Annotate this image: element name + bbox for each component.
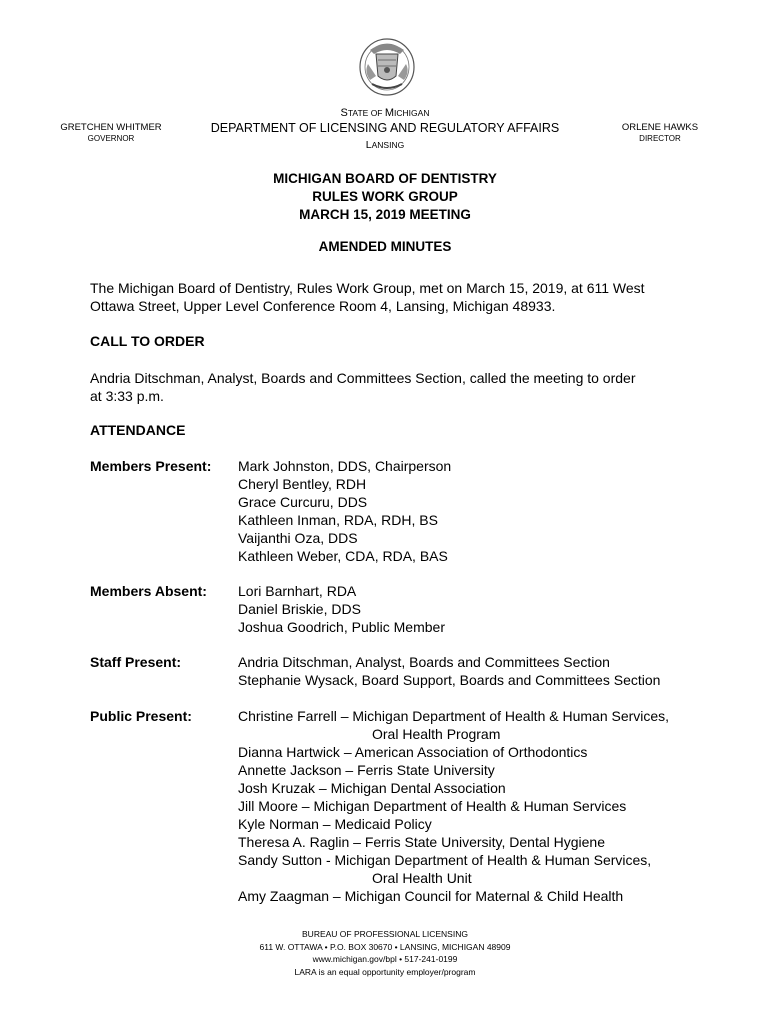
list-item: Jill Moore – Michigan Department of Health & Human Services [238, 798, 627, 814]
footer-eoe: LARA is an equal opportunity employer/program [294, 966, 476, 977]
governor-title: GOVERNOR [87, 134, 135, 143]
call-to-order-line-1: Andria Ditschman, Analyst, Boards and Committees Section, called the meeting to order [90, 370, 636, 386]
footer-bureau: BUREAU OF PROFESSIONAL LICENSING [302, 929, 468, 939]
call-to-order-line-2: at 3:33 p.m. [90, 388, 164, 404]
intro-paragraph [90, 279, 700, 315]
list-item: Josh Kruzak – Michigan Dental Association [238, 780, 506, 796]
title-line-3: MARCH 15, 2019 MEETING [299, 207, 471, 222]
list-item: Stephanie Wysack, Board Support, Boards and Committees Section [238, 672, 661, 688]
list-item: Grace Curcuru, DDS [238, 494, 368, 510]
list-item: Lori Barnhart, RDA [238, 583, 357, 599]
footer-contact: www.michigan.gov/bpl • 517-241-0199 [312, 954, 458, 964]
list-item: Theresa A. Raglin – Ferris State University, Dental Hygiene [238, 834, 606, 850]
director-title: DIRECTOR [639, 134, 681, 143]
governor-name: GRETCHEN WHITMER [60, 122, 162, 133]
public-present-list [238, 707, 718, 905]
public-present-label: Public Present: [90, 708, 192, 724]
intro-line-1: The Michigan Board of Dentistry, Rules Work Group, met on March 15, 2019, at 611 West [90, 280, 645, 296]
director-block [608, 122, 712, 143]
list-item: Andria Ditschman, Analyst, Boards and Committees Section [238, 654, 610, 670]
list-item: Sandy Sutton - Michigan Department of Health & Human Services, [238, 852, 652, 868]
call-to-order-paragraph [90, 369, 700, 405]
list-item: Kathleen Weber, CDA, RDA, BAS [238, 548, 448, 564]
attendance-heading: ATTENDANCE [90, 422, 186, 438]
list-item: Annette Jackson – Ferris State University [238, 762, 495, 778]
director-name: ORLENE HAWKS [621, 122, 699, 133]
michigan-state-seal-icon [358, 36, 416, 96]
state-of-michigan-heading: STATE OF MICHIGAN [340, 107, 430, 119]
footer-address: 611 W. OTTAWA • P.O. BOX 30670 • LANSING, MICHIGAN 48909 [259, 941, 511, 952]
city-name: LANSING [365, 139, 405, 151]
list-item: Cheryl Bentley, RDH [238, 476, 367, 492]
department-name: DEPARTMENT OF LICENSING AND REGULATORY AFFAIRS [210, 121, 560, 135]
intro-line-2: Ottawa Street, Upper Level Conference Room 4, Lansing, Michigan 48933. [90, 298, 556, 314]
members-present-label: Members Present: [90, 458, 212, 474]
document-title [0, 170, 770, 224]
list-item: Oral Health Program [372, 726, 501, 742]
members-absent-list [238, 582, 718, 636]
list-item: Joshua Goodrich, Public Member [238, 619, 445, 635]
list-item: Dianna Hartwick – American Association of Orthodontics [238, 744, 588, 760]
list-item: Mark Johnston, DDS, Chairperson [238, 458, 452, 474]
title-line-2: RULES WORK GROUP [312, 189, 458, 204]
list-item: Christine Farrell – Michigan Department of Health & Human Services, [238, 708, 670, 724]
members-absent-label: Members Absent: [90, 583, 207, 599]
members-present-list [238, 457, 718, 565]
staff-present-list [238, 653, 718, 689]
list-item: Kyle Norman – Medicaid Policy [238, 816, 432, 832]
page-footer [0, 928, 770, 978]
amended-minutes-heading: AMENDED MINUTES [318, 239, 452, 254]
list-item: Vaijanthi Oza, DDS [238, 530, 358, 546]
list-item: Daniel Briskie, DDS [238, 601, 361, 617]
call-to-order-heading: CALL TO ORDER [90, 333, 205, 349]
list-item: Amy Zaagman – Michigan Council for Maternal & Child Health [238, 888, 624, 904]
title-line-1: MICHIGAN BOARD OF DENTISTRY [273, 171, 497, 186]
list-item: Oral Health Unit [372, 870, 472, 886]
staff-present-label: Staff Present: [90, 654, 182, 670]
list-item: Kathleen Inman, RDA, RDH, BS [238, 512, 438, 528]
governor-block [55, 122, 167, 143]
